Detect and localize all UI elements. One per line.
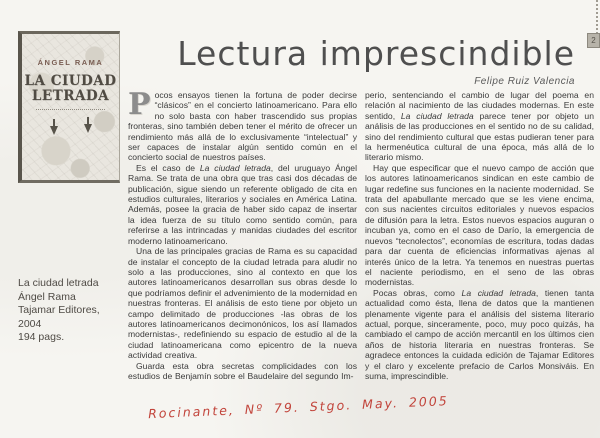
paragraph — [365, 288, 594, 382]
cover-author: ÁNGEL RAMA — [37, 58, 104, 67]
handwritten-annotation: Rocinante, Nº 79. Stgo. May. 2005 — [147, 393, 449, 422]
paragraph — [128, 163, 357, 246]
byline: Felipe Ruiz Valencia — [474, 76, 575, 87]
cover-title — [22, 74, 119, 104]
paragraph — [128, 246, 357, 360]
book-title-inline: La ciudad letrada — [199, 162, 271, 173]
caption-line: Ángel Rama — [18, 290, 76, 303]
caption-line: 194 pags. — [18, 331, 65, 343]
text-run: perio, sentenciando el cambio de lugar del poema en relación al nacimiento de las ciudades modernas. En este sentido, — [365, 90, 594, 121]
text-run: parece tener por objeto un análisis de las producciones en el sentido no de su calidad, sino del rendimiento cultural que estas pudieran tener para la hermenéutica cultural de una época, más allá de lo literario mismo. — [365, 110, 594, 163]
text-run: , del uruguayo Ángel Rama. Se trata de una obra que tras casi dos décadas de publicación, sigue siendo un referente obligado de cita en estudios culturales, literarios y sociales en América Latina. Además, posee la gracia de haber sido capaz de insertar la idea fuerza de su título como sentido común, para referirse a las intrincadas y manidas ciudades del escritor moderno latinoamericano. — [128, 162, 357, 246]
book-cover — [18, 31, 120, 183]
article-title: Lectura imprescindible — [177, 34, 575, 73]
book-caption — [18, 277, 123, 345]
cover-title-line: LA CIUDAD — [24, 73, 117, 89]
article-body — [128, 87, 595, 381]
text-run: Pocas obras, como — [373, 287, 462, 298]
text-run: Guarda esta obra secretas complicidades con los estudios de Benjamín sobre el Baudelaire del segundo Im- — [128, 360, 357, 381]
article-column-1 — [128, 87, 357, 381]
cover-title-line: LETRADA — [31, 88, 110, 104]
map-marker-icon — [50, 126, 58, 135]
book-title-inline: La ciudad letrada — [461, 287, 536, 298]
caption-line: 2004 — [18, 317, 42, 330]
page-number: 2 — [591, 36, 596, 45]
paragraph — [365, 90, 594, 163]
article-column-2 — [365, 90, 594, 381]
text-run: , tienen tanta actualidad como ésta, llena de datos que la mantienen plenamente vigente para el análisis del sistema literario actual, porque, sinceramente, poco, muy poco quizás, ha cambiado el campo de acción mercantil en los últimos cien años de historia literaria en nuestras fronteras. Se agradece entonces la cuidada edición de Tajamar Editores y el claro y excelente prefacio de Carlos Monsiváis. En suma, imprescindible. — [365, 287, 594, 381]
text-run: Hay que especificar que el nuevo campo de acción que los autores latinoamericanos sindican en este cambio de lugar redefine sus funciones en la naciente modernidad. Se trata del apabullante mercado que se les viene encima, con sus nacientes circuitos editoriales y nuevos espacios de difusión para la letra. Estos nuevos espacios auguran o incuban ya, como en el caso de Darío, la emergencia de nuevos “tecnolectos”, economías de escritura, todas dadas para dar cuenta de eficiencias informativas ajenas al interés único de la letra. Ya tenemos en nuestras puertas el naciente periodismo, en el seno de las obras modernistas. — [365, 162, 594, 288]
paragraph — [128, 361, 357, 382]
page-number-badge — [587, 33, 600, 48]
caption-line: La ciudad letrada — [18, 277, 99, 289]
paragraph — [365, 163, 594, 288]
text-run: Una de las principales gracias de Rama es su capacidad de instalar el concepto de la ciudad letrada para aludir no solo a las producciones, sino al contexto en que los autores latinoamericanos desarrollan sus obras desde lo que podríamos definir el advenimiento de la modernidad en nuestras fronteras. El análisis de esto tiene por objeto un campo delimitado de producciones -las obras de los autores latinoamericanos decimonónicos, los así llamados modernistas-, redefiniendo su espacio de estudio al de la ciudad latinoamericana como epicentro de la nueva actividad creativa. — [128, 246, 357, 361]
map-marker-icon — [84, 124, 92, 133]
drop-cap: P — [128, 87, 151, 122]
cover-divider — [36, 109, 105, 110]
paragraph — [128, 87, 357, 163]
book-title-inline: La ciudad letrada — [400, 110, 474, 121]
text-run: ocos ensayos tienen la fortuna de poder decirse “clásicos” en el concierto latinoamericano. Para ello no solo basta con haber trascendido sus propias fronteras, sino también deben tener el mérito de ofrecer un rendimiento más allá de lo exclusivamente “intelectual” y ser capaces de instalar algún sentido común en el concierto social de nuestros países. — [128, 90, 357, 163]
text-run: Es el caso de — [136, 162, 200, 173]
caption-line: Tajamar Editores, — [18, 304, 100, 316]
